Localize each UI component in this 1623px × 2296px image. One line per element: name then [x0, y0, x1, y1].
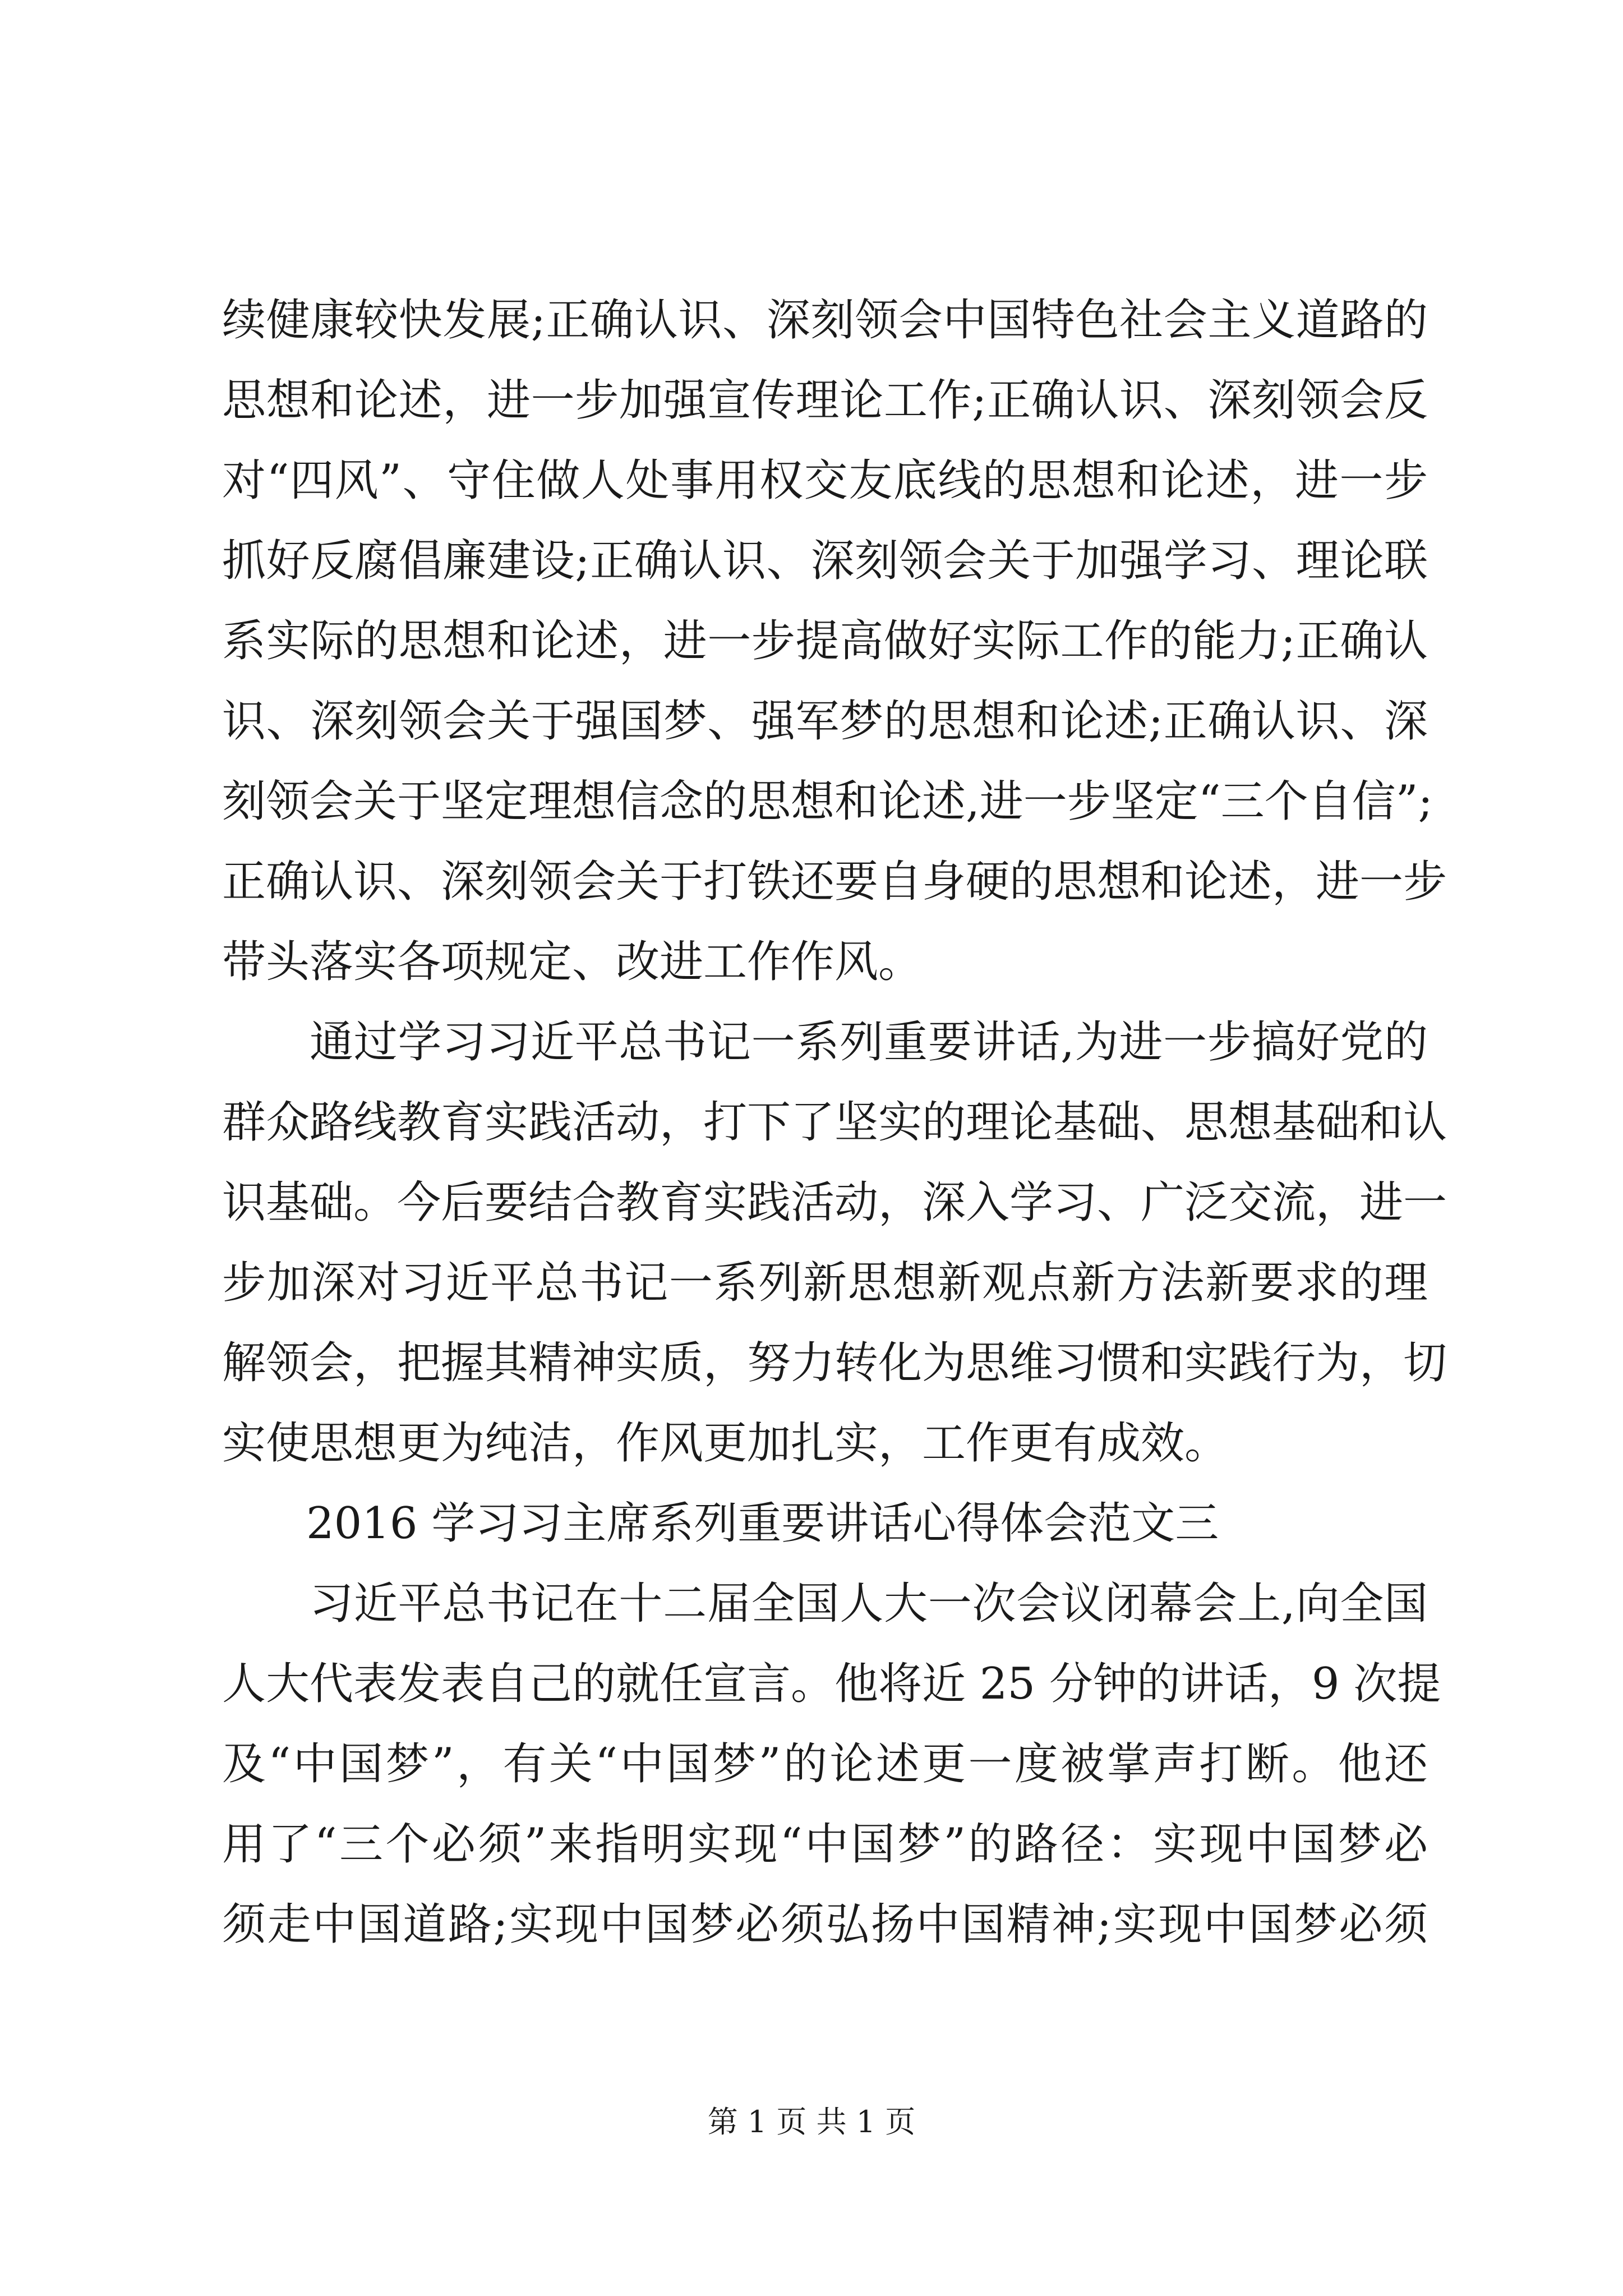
text-line: 群众路线教育实践活动，打下了坚实的理论基础、思想基础和认	[222, 1097, 1447, 1148]
text-line: 实使思想更为纯洁，作风更加扎实，工作更有成效。	[222, 1418, 1229, 1469]
text-line: 识、深刻领会关于强国梦、强军梦的思想和论述;正确认识、深	[222, 696, 1428, 747]
text-line: 对“四风”、守住做人处事用权交友底线的思想和论述，进一步	[222, 455, 1428, 506]
text-line: 正确认识、深刻领会关于打铁还要自身硬的思想和论述，进一步	[222, 857, 1447, 907]
text-line: 须走中国道路;实现中国梦必须弘扬中国精神;实现中国梦必须	[222, 1899, 1428, 1950]
text-line: 解领会，把握其精神实质，努力转化为思维习惯和实践行为，切	[222, 1338, 1447, 1388]
document-body	[222, 280, 1447, 1965]
text-line: 刻领会关于坚定理想信念的思想和论述,进一步坚定“三个自信”;	[222, 776, 1433, 827]
text-line: 用了“三个必须”来指明实现“中国梦”的路径：实现中国梦必	[222, 1819, 1428, 1870]
text-line: 习近平总书记在十二届全国人大一次会议闭幕会上,向全国	[310, 1579, 1428, 1629]
text-line: 续健康较快发展;正确认识、深刻领会中国特色社会主义道路的	[222, 295, 1428, 346]
text-line: 识基础。今后要结合教育实践活动，深入学习、广泛交流，进一	[222, 1177, 1447, 1228]
text-line: 通过学习习近平总书记一系列重要讲话,为进一步搞好党的	[310, 1017, 1428, 1068]
section-heading: 2016 学习习主席系列重要讲话心得体会范文三	[306, 1498, 1219, 1549]
text-line: 带头落实各项规定、改进工作作风。	[222, 937, 923, 987]
text-line: 步加深对习近平总书记一系列新思想新观点新方法新要求的理	[222, 1258, 1428, 1308]
text-line: 及“中国梦”，有关“中国梦”的论述更一度被掌声打断。他还	[222, 1739, 1428, 1789]
text-line: 抓好反腐倡廉建设;正确认识、深刻领会关于加强学习、理论联	[222, 536, 1428, 586]
text-line: 人大代表发表自己的就任宣言。他将近 25 分钟的讲话，9 次提	[222, 1659, 1441, 1709]
text-line: 思想和论述，进一步加强宣传理论工作;正确认识、深刻领会反	[222, 375, 1428, 426]
page-footer: 第 1 页 共 1 页	[707, 2104, 916, 2139]
text-line: 系实际的思想和论述，进一步提高做好实际工作的能力;正确认	[222, 616, 1428, 666]
